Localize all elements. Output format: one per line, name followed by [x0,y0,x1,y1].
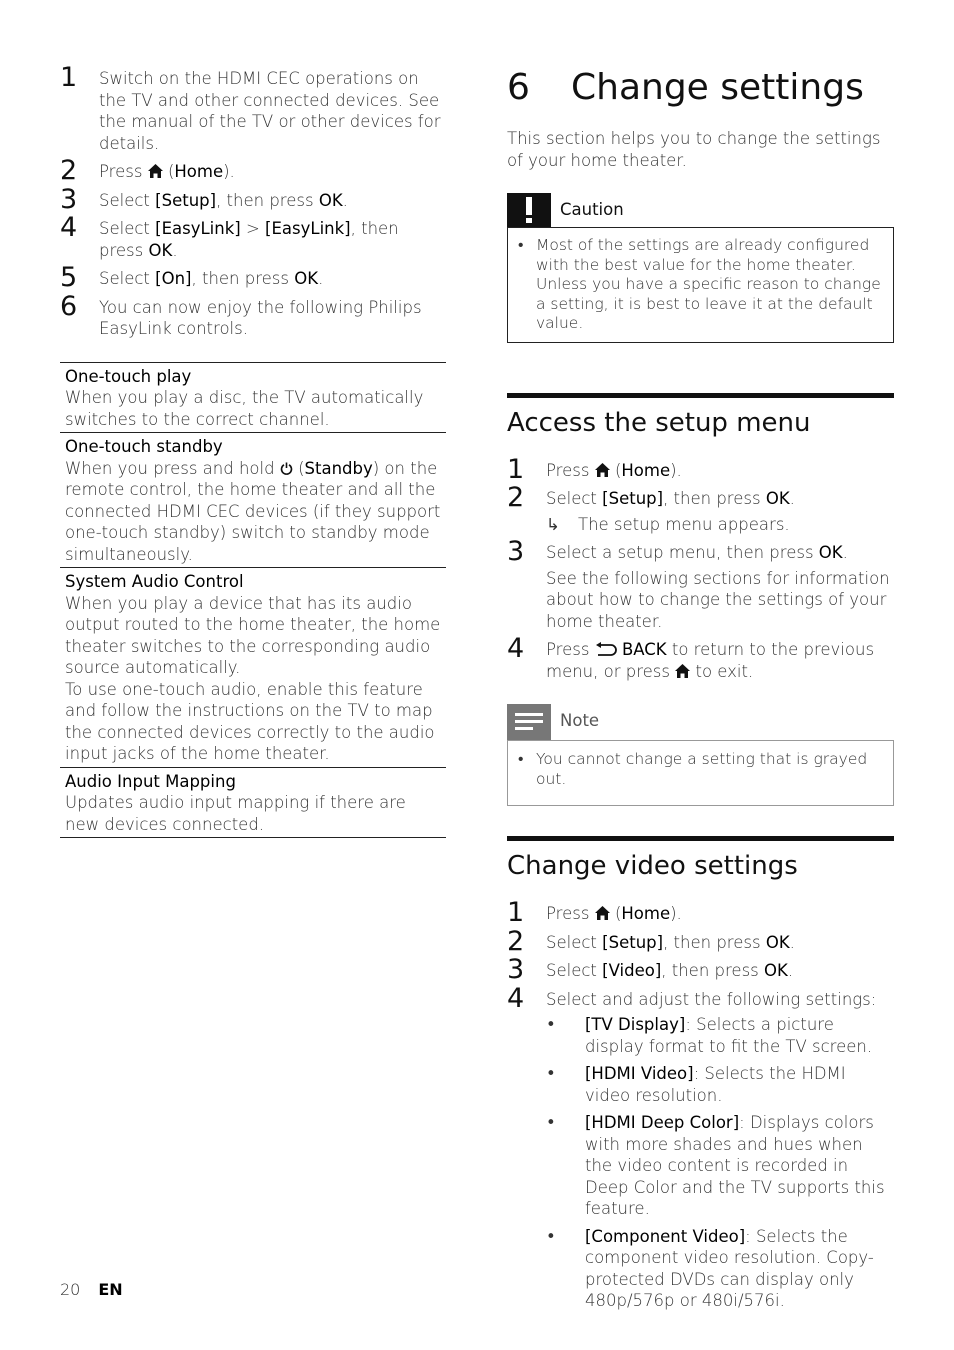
list-item: • [TV Display]: Selects a picture display format to fit the TV screen. [546,1015,873,1056]
table-cell [60,433,446,568]
feature-body: Updates audio input mapping if there are new devices connected. [65,793,406,834]
menu-option: [On] [155,269,192,288]
step-4 [60,212,446,261]
power-icon [280,462,293,475]
step-text: > [245,219,260,238]
step-2 [60,155,446,186]
feature-title: Audio Input Mapping [65,771,236,791]
step-number: 2 [60,155,78,186]
step-text: to return to the previous menu, or press [546,640,875,681]
home-key: Home [621,904,671,923]
feature-body: To use one-touch audio, enable this feature and follow the instructions on the TV to map the connected devices correctly to the audio input jacks of the home theater. [65,679,435,763]
step-number: 5 [60,262,78,293]
setting-desc: : Displays colors with more shades and hues when the video content is recorded in Deep Color and the TV supports this feature. [585,1113,885,1218]
step-5 [60,262,446,293]
feature-title: One-touch play [65,366,192,386]
video-step-2 [507,925,894,957]
access-step-4 [507,633,894,682]
list-item: • [HDMI Video]: Selects the HDMI video resolution. [546,1064,846,1105]
chapter-title: Change settings [571,67,864,108]
step-number: 2 [507,482,525,513]
step-text: . [787,961,794,980]
result-arrow-icon: ↳ [546,514,560,534]
ok-key: OK [318,190,343,210]
step-number: 4 [507,633,525,664]
step-text: ). [670,904,682,923]
feature-body: When you play a device that has its audio output routed to the home theater, the home theater switches to the corresponding audio source automatically. [65,593,441,677]
setting-name: [Component Video] [585,1226,746,1246]
setting-name: [HDMI Deep Color] [585,1113,740,1132]
back-key: BACK [621,640,667,659]
chapter-number: 6 [507,67,530,108]
step-6 [60,290,446,340]
step-text: Select [99,190,150,210]
back-icon [595,642,617,656]
step-text: ( [614,460,622,480]
home-icon [675,664,690,678]
setting-name: [HDMI Video] [585,1064,694,1083]
video-step-4 [507,982,894,1312]
step-text: Select [99,219,150,238]
chapter-intro: This section helps you to change the settings of your home theater. [507,129,881,170]
step-text: Select [546,932,597,952]
setting-name: [TV Display] [585,1015,686,1034]
feature-body: When you play a disc, the TV automatically switches to the correct channel. [65,388,424,429]
left-column [60,62,446,838]
caution-header [507,193,894,227]
step-number: 2 [507,925,525,957]
table-cell [60,767,446,838]
list-item: • [Component Video]: Selects the component video resolution. Copy-protected DVDs can display only 480p/576p or 480i/576i. [546,1226,874,1310]
ok-key: OK [764,961,788,980]
menu-option: [Video] [602,961,662,980]
home-key: Home [174,162,224,181]
feature-body: When you press and hold (Standby) on the remote control, the home theater and all the connected HDMI CEC devices (if they support one-touch standby) switch to standby mode simultaneously. [65,458,441,564]
step-text: Press [546,640,590,659]
step-text: . [172,240,178,260]
video-step-3 [507,954,894,985]
step-text: Select and adjust the following settings: [546,989,877,1009]
feature-text: When you press and hold [65,458,275,478]
easylink-features-table [60,362,446,839]
step-3 [60,183,446,215]
step-text: . [342,190,348,210]
ok-key: OK [818,543,843,562]
step-text: . [318,269,324,288]
ok-key: OK [765,932,790,952]
page-footer [60,1280,123,1299]
step-number: 6 [60,290,78,322]
table-row [60,362,446,433]
menu-option: [Setup] [155,190,217,210]
step-text: Press [546,904,590,923]
standby-key: Standby [304,458,373,478]
step-text: ( [614,904,622,923]
video-step-1 [507,897,894,928]
step-number: 4 [507,982,525,1014]
caution-icon [507,193,551,227]
step-number: 3 [60,183,78,215]
step-text: Select a setup menu, then press [546,543,814,562]
step-number: 1 [507,897,525,928]
home-icon [595,906,610,920]
list-item: • [HDMI Deep Color]: Displays colors with more shades and hues when the video content is recorded in Deep Color and the TV supports this feature. [546,1113,885,1218]
step-text: . [789,489,795,508]
caution-title: Caution [560,200,624,219]
ok-key: OK [765,489,790,508]
table-cell [60,362,446,433]
chapter-heading [507,68,894,108]
table-row [60,433,446,568]
step-text: Select [546,961,597,980]
note-box [507,740,894,806]
feature-text: ) on the remote control, the home theater and all the connected HDMI CEC devices (if they support one-touch standby) switch to standby mode simultaneously. [65,458,441,564]
access-step-3 [507,536,894,632]
step-extra: See the following sections for information about how to change the settings of your home theater. [546,568,890,631]
step-text: Switch on the HDMI CEC operations on the TV and other connected devices. See the manual of the TV or other devices for details. [99,69,441,153]
step-text: ). [670,460,682,480]
step-text: , then press [191,269,289,288]
language-code: EN [98,1280,123,1299]
step-text: , then press [99,219,399,260]
table-cell [60,568,446,768]
page-number: 20 [60,1280,81,1299]
feature-title: System Audio Control [65,572,244,591]
step-number: 4 [60,212,78,243]
step-number: 1 [60,62,78,93]
step-text: , then press [216,190,314,210]
video-settings-list [546,1014,894,1312]
step-number: 3 [507,536,525,567]
table-row [60,767,446,838]
step-text: to exit. [695,661,754,681]
caution-box [507,227,894,343]
menu-option: [EasyLink] [265,219,351,238]
step-text: Select [546,489,597,508]
setting-desc: : Selects a picture display format to fit the TV screen. [585,1015,873,1056]
note-title: Note [560,711,600,730]
home-icon [148,164,163,178]
menu-option: [Setup] [602,489,664,508]
step-result [546,514,894,536]
menu-option: [Setup] [602,932,664,952]
note-text: • You cannot change a setting that is grayed out. [518,750,883,789]
table-row [60,568,446,768]
step-text: You can now enjoy the following Philips EasyLink controls. [99,297,422,338]
step-text: , then press [663,489,761,508]
note-icon [507,704,551,740]
step-text: Press [99,162,143,181]
step-number: 1 [507,453,525,485]
caution-text: • Most of the settings are already configured with the best value for the home theater. Unless you have a specific reason to change a setting, it is best to leave it at the default value. [518,236,883,334]
right-column [507,68,894,1319]
step-text: ( [167,162,175,181]
menu-option: [EasyLink] [155,219,241,238]
home-key: Home [621,460,671,480]
setting-desc: : Selects the HDMI video resolution. [585,1064,846,1105]
access-step-2 [507,482,894,535]
ok-key: OK [148,240,173,260]
access-step-1 [507,453,894,485]
section-heading-video: Change video settings [507,836,894,881]
step-1 [60,62,446,154]
ok-key: OK [294,269,319,288]
step-text: . [789,932,795,952]
step-text: ). [223,162,235,181]
home-icon [595,463,610,477]
step-text: , then press [663,932,761,952]
step-text: Select [99,269,150,288]
step-text: , then press [661,961,759,980]
section-heading-access: Access the setup menu [507,393,894,438]
step-text: . [842,543,848,562]
step-text: Press [546,460,590,480]
note-header [507,702,894,736]
setting-desc: : Selects the component video resolution. Copy-protected DVDs can display only 480p/576p or 480i/576i. [585,1226,874,1310]
result-text: The setup menu appears. [578,514,790,534]
step-number: 3 [507,954,525,985]
feature-title: One-touch standby [65,437,223,456]
